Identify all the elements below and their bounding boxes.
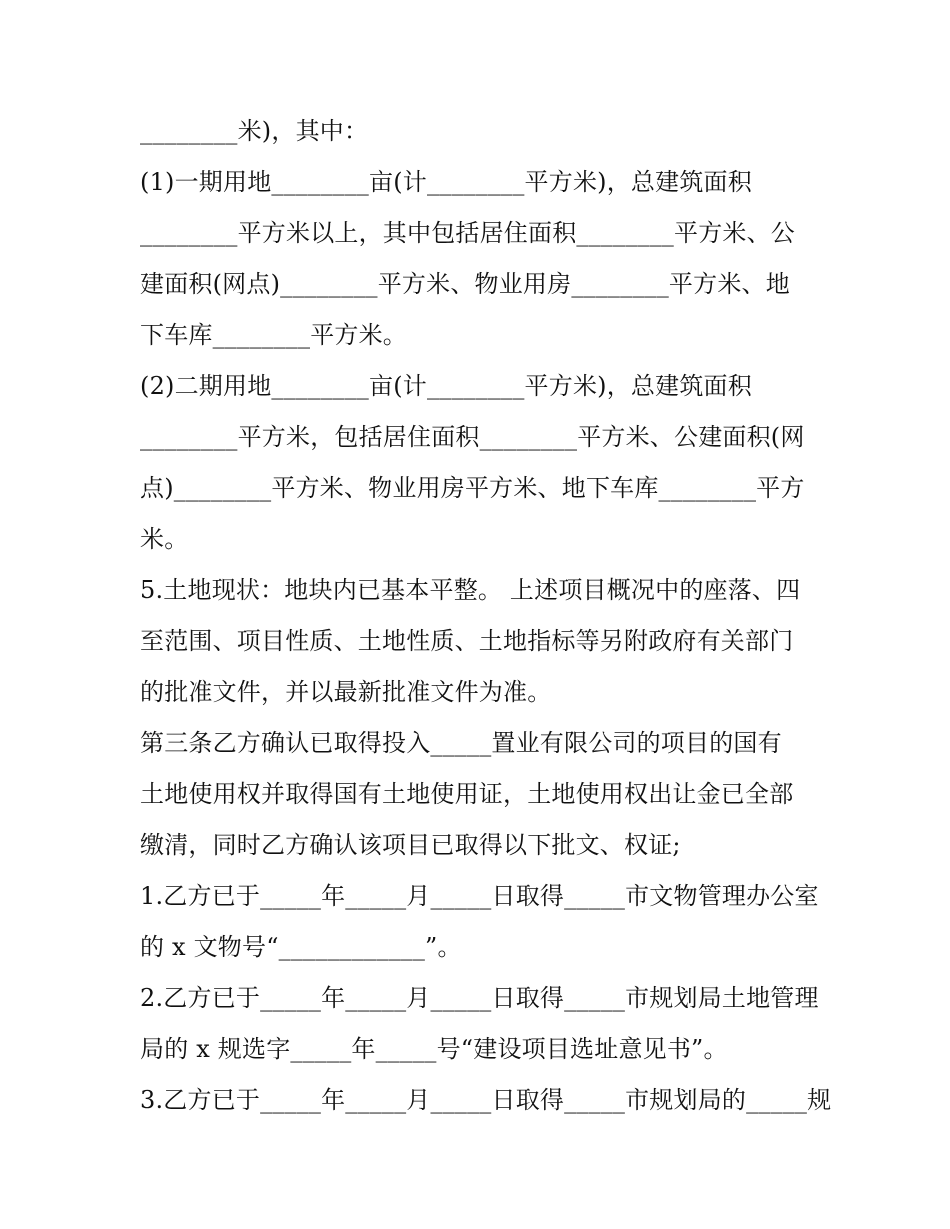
text-line: 缴清，同时乙方确认该项目已取得以下批文、权证; xyxy=(140,831,681,859)
text-line: 的批准文件，并以最新批准文件为准。 xyxy=(140,678,552,706)
document-body xyxy=(140,106,832,1126)
text-line: (1)一期用地________亩(计________平方米)，总建筑面积 xyxy=(140,168,752,196)
text-line: 3.乙方已于_____年_____月_____日取得_____市规划局的_____规 xyxy=(140,1086,832,1114)
text-line: ________平方米，包括居住面积________平方米、公建面积(网 xyxy=(140,423,805,451)
text-line: ________平方米以上，其中包括居住面积________平方米、公 xyxy=(140,219,795,247)
text-line: 点)________平方米、物业用房平方米、地下车库________平方 xyxy=(140,474,805,502)
text-line: 米。 xyxy=(140,525,189,553)
text-line: 第三条乙方确认已取得投入_____置业有限公司的项目的国有 xyxy=(140,729,782,757)
text-line: ________米)，其中： xyxy=(140,117,369,145)
text-line: 5.土地现状：地块内已基本平整。 上述项目概况中的座落、四 xyxy=(140,576,801,604)
text-line: 土地使用权并取得国有土地使用证，土地使用权出让金已全部 xyxy=(140,780,794,808)
text-line: 局的 x 规选字_____年_____号“建设项目选址意见书”。 xyxy=(140,1035,728,1063)
text-line: 下车库________平方米。 xyxy=(140,321,407,349)
text-line: 的 x 文物号“____________”。 xyxy=(140,933,462,961)
text-line: 至范围、项目性质、土地性质、土地指标等另附政府有关部门 xyxy=(140,627,794,655)
text-line: 建面积(网点)________平方米、物业用房________平方米、地 xyxy=(140,270,790,298)
text-line: (2)二期用地________亩(计________平方米)，总建筑面积 xyxy=(140,372,752,400)
text-line: 2.乙方已于_____年_____月_____日取得_____市规划局土地管理 xyxy=(140,984,819,1012)
text-line: 1.乙方已于_____年_____月_____日取得_____市文物管理办公室 xyxy=(140,882,819,910)
